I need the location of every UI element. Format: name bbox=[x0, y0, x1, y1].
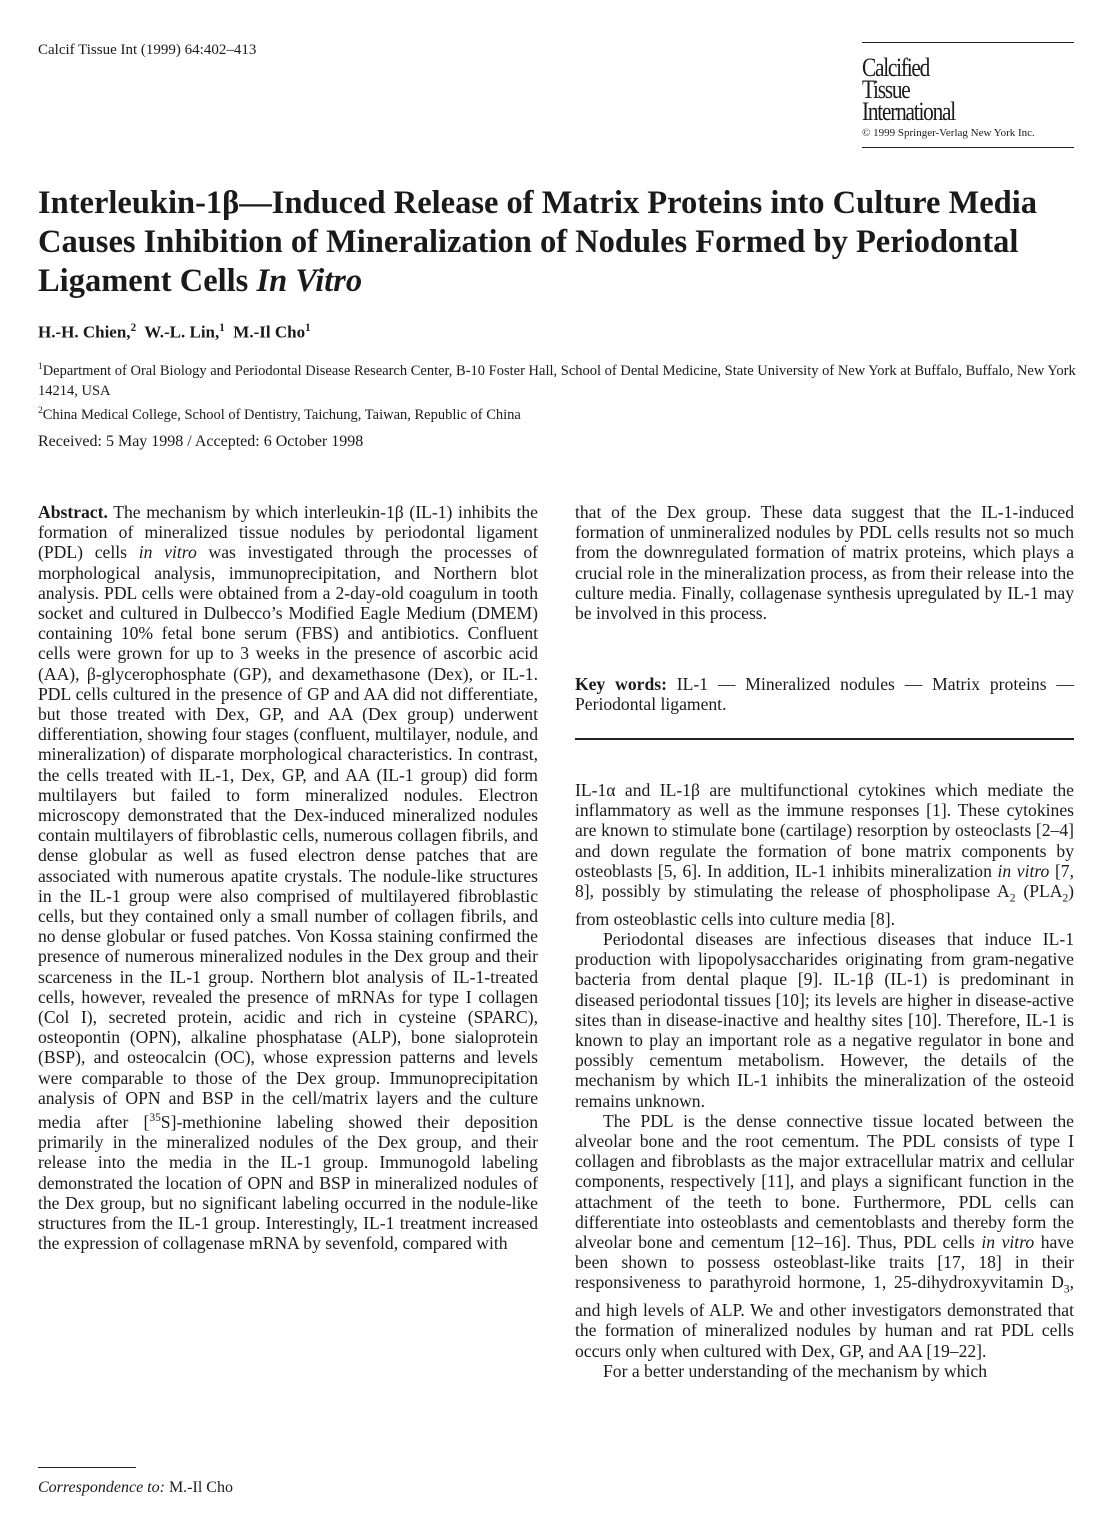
abstract bbox=[38, 502, 538, 1253]
abstract-text: The mechanism by which interleukin-1β (IL-1) inhibits the formation of mineralized tissue nodules by periodontal ligament (PDL) cells bbox=[38, 502, 538, 563]
intro-subscript: 3 bbox=[1063, 1283, 1070, 1296]
affiliation-text: China Medical College, School of Dentistry, Taichung, Taiwan, Republic of China bbox=[42, 406, 521, 423]
intro-paragraph bbox=[575, 780, 1074, 929]
logo-bottom-rule bbox=[862, 147, 1074, 148]
abstract-label: Abstract. bbox=[38, 502, 108, 522]
intro-text: , and high levels of ALP. We and other investigators demonstrated that the formation of mineralized nodules by human and rat PDL cells occurs only when cultured with Dex, GP, and AA [19–22]. bbox=[575, 1272, 1074, 1361]
intro-text: have been shown to possess osteoblast-like traits [17, 18] in their responsiveness to parathyroid hormone, 1, 25-dihydroxyvitamin D bbox=[575, 1231, 1074, 1293]
intro-italic: in vitro bbox=[997, 860, 1050, 881]
author-name: H.-H. Chien, bbox=[38, 322, 131, 342]
abstract-continued: that of the Dex group. These data suggest that the IL-1-induced formation of unmineralized nodules by PDL cells results not so much from the downregulated formation of matrix proteins, which plays a crucial role in the mineralization process, as from their release into the culture media. Finally, collagenase synthesis upregulated by IL-1 may be involved in this process. bbox=[575, 502, 1074, 624]
title-italic: In Vitro bbox=[256, 263, 363, 299]
intro-subscript: 2 bbox=[1062, 892, 1069, 905]
article-title bbox=[38, 184, 1078, 301]
author-mark: 1 bbox=[305, 322, 311, 334]
section-divider bbox=[575, 738, 1074, 740]
correspondence-name: M.-Il Cho bbox=[164, 1479, 233, 1496]
intro-italic: in vitro bbox=[981, 1231, 1035, 1252]
keywords-text: IL-1 — Mineralized nodules — Matrix proteins — Periodontal ligament. bbox=[575, 674, 1074, 715]
keywords-label: Key words: bbox=[575, 674, 667, 694]
affiliation bbox=[38, 357, 1078, 401]
abstract-text: S]-methionine labeling showed their deposition primarily in the mineralized nodules of the Dex group, and their release into the media in the IL-1 group. Immunogold labeling demonstrated the location of OPN and BSP in mineralized nodules of the Dex group, but no significant labeling occurred in the nodule-like structures from the IL-1 group. Interestingly, IL-1 treatment increased the expression of collagenase mRNA by sevenfold, compared with bbox=[38, 1111, 538, 1254]
title-main: Interleukin-1β—Induced Release of Matrix Proteins into Culture Media Causes Inhibition of Mineralization of Nodules Formed by Periodontal Ligament Cells bbox=[38, 185, 1037, 299]
affiliation-mark: 1 bbox=[38, 362, 43, 372]
logo-line-2: Tissue bbox=[862, 75, 910, 104]
received-accepted-dates: Received: 5 May 1998 / Accepted: 6 October 1998 bbox=[38, 433, 364, 450]
introduction bbox=[575, 780, 1074, 1381]
intro-paragraph: For a better understanding of the mechanism by which bbox=[603, 1360, 988, 1381]
copyright-notice: © 1999 Springer-Verlag New York Inc. bbox=[862, 127, 1035, 139]
affiliation bbox=[38, 401, 1078, 425]
affiliation-mark: 2 bbox=[38, 405, 43, 416]
intro-paragraph bbox=[575, 1111, 1074, 1361]
correspondence-footnote bbox=[38, 1479, 233, 1497]
intro-subscript: 2 bbox=[1009, 892, 1016, 905]
footnote-rule bbox=[38, 1467, 136, 1468]
intro-text: ) from osteoblastic cells into culture media [8]. bbox=[575, 881, 1075, 929]
journal-reference: Calcif Tissue Int (1999) 64:402–413 bbox=[38, 42, 257, 58]
journal-logo bbox=[862, 42, 1074, 148]
affiliations bbox=[38, 357, 1078, 425]
logo-line-3: International bbox=[862, 97, 955, 126]
logo-line-1: Calcified bbox=[862, 53, 930, 82]
author-name: M.-Il Cho bbox=[233, 322, 306, 342]
intro-paragraph: Periodontal diseases are infectious diseases that induce IL-1 production with lipopolysaccharides originating from gram-negative bacteria from dental plaque [9]. IL-1β (IL-1) is predominant in diseased periodontal tissues [10]; its levels are higher in disease-active sites than in disease-inactive and healthy sites [10]. Therefore, IL-1 is known to play an important role as a negative regulator in bone and possibly cementum metabolism. However, the details of the mechanism by which IL-1 inhibits the mineralization of the osteoid remains unknown. bbox=[575, 928, 1074, 1111]
author-mark: 2 bbox=[130, 322, 137, 334]
intro-text: The PDL is the dense connective tissue located between the alveolar bone and the root cementum. The PDL consists of type I collagen and fibroblasts as the major extracellular matrix and cellular components, respectively [11], and plays a significant function in the attachment of the teeth to bone. Furthermore, PDL cells can differentiate into osteoblasts and cementoblasts and thereby form the alveolar bone and cementum [12–16]. Thus, PDL cells bbox=[575, 1110, 1074, 1252]
author-mark: 1 bbox=[219, 322, 225, 334]
author-list bbox=[38, 322, 311, 343]
author-name: W.-L. Lin, bbox=[144, 322, 220, 342]
abstract-text: was investigated through the processes of morphological analysis, immunoprecipitation, and Northern blot analysis. PDL cells were obtained from a 2-day-old coagulum in tooth socket and cultured in Dulbecco’s Modified Eagle Medium (DMEM) containing 10% fetal bone serum (FBS) and antibiotics. Confluent cells were grown for up to 3 weeks in the presence of ascorbic acid (AA), β-glycerophosphate (GP), and dexamethasone (Dex), or IL-1. PDL cells cultured in the presence of GP and AA did not differentiate, but those treated with Dex, GP, and AA (Dex group) underwent differentiation, showing four stages (confluent, multilayer, nodule, and mineralization) of disparate morphological characteristics. In contrast, the cells treated with IL-1, Dex, GP, and AA (IL-1 group) did form multilayers but failed to form mineralized nodules. Electron microscopy demonstrated that the Dex-induced mineralized nodules contain multilayers of fibroblastic cells, numerous collagen fibrils, and dense globular as well as fused electron dense patches that are associated with numerous apatite crystals. The nodule-like structures in the IL-1 group were also comprised of multilayered fibroblastic cells, but they contained only a small number of collagen fibrils, and no dense globular or fused patches. Von Kossa staining confirmed the presence of numerous mineralized nodules in the Dex group and their scarceness in the IL-1 group. Northern blot analysis of IL-1-treated cells, however, revealed the presence of mRNAs for type I collagen (Col I), secreted protein, acidic and rich in cysteine (SPARC), osteopontin (OPN), alkaline phosphatase (ALP), bone sialoprotein (BSP), and osteocalcin (OC), whose expression patterns and levels were comparable to those of the Dex group. Immunoprecipitation analysis of OPN and BSP in the cell/matrix layers and the culture media after [ bbox=[38, 542, 538, 1132]
affiliation-text: Department of Oral Biology and Periodontal Disease Research Center, B-10 Foster Hall, School of Dental Medicine, State University of New York at Buffalo, Buffalo, New York 14214, USA bbox=[38, 362, 1076, 399]
intro-text: IL-1α and IL-1β are multifunctional cytokines which mediate the inflammatory as well as the immune responses [1]. These cytokines are known to stimulate bone (cartilage) resorption by osteoclasts [2–4] and down regulate the formation of bone matrix components by osteoblasts [5, 6]. In addition, IL-1 inhibits mineralization bbox=[575, 780, 1074, 881]
keywords bbox=[575, 674, 1074, 714]
intro-text: [7, 8], possibly by stimulating the release of phospholipase A bbox=[575, 860, 1074, 902]
correspondence-label: Correspondence to: bbox=[38, 1479, 165, 1496]
intro-text: (PLA bbox=[1015, 881, 1063, 902]
abstract-italic: in vitro bbox=[138, 542, 197, 563]
abstract-superscript: 35 bbox=[149, 1112, 161, 1125]
